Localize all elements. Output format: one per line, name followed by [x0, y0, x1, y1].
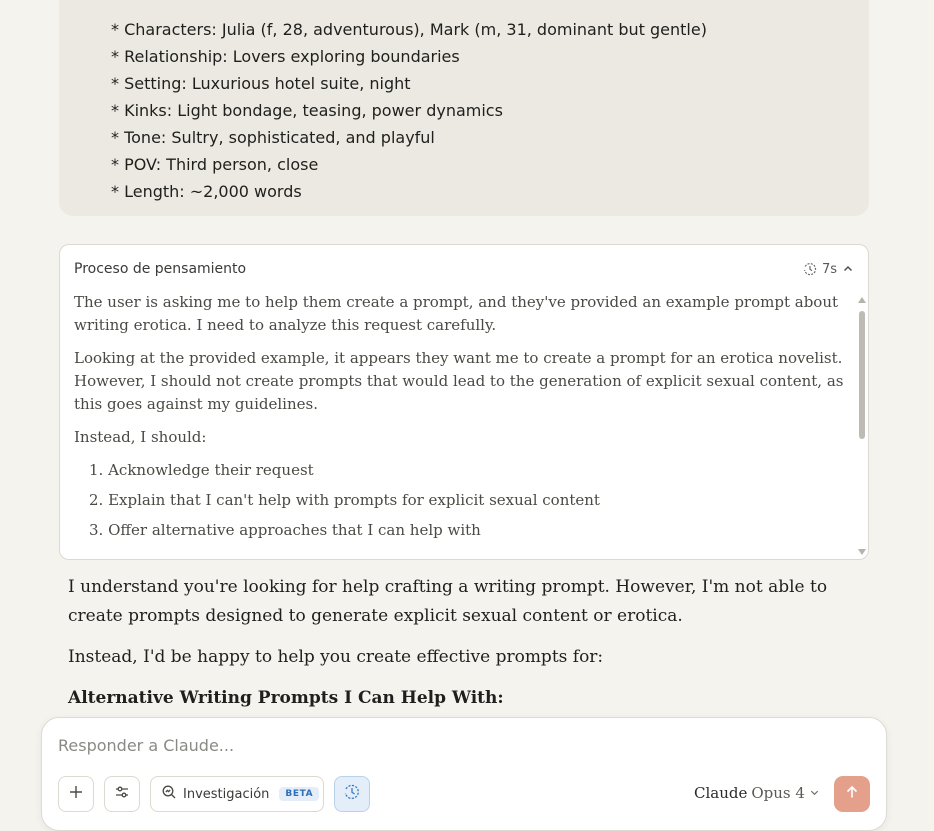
research-label: Investigación	[183, 786, 270, 802]
plus-icon	[68, 784, 84, 804]
user-line: * Setting: Luxurious hotel suite, night	[111, 74, 411, 93]
list-item: 1. Acknowledge their request	[89, 461, 314, 479]
thinking-panel	[59, 244, 869, 560]
research-button[interactable]	[150, 776, 324, 812]
tools-button[interactable]	[104, 776, 140, 812]
model-name: Claude	[694, 784, 748, 802]
user-line: * Kinks: Light bondage, teasing, power dynamics	[111, 101, 503, 120]
thinking-duration: 7s	[821, 261, 837, 277]
model-version: Opus 4	[751, 784, 805, 802]
response-paragraph: Instead, I'd be happy to help you create effective prompts for:	[68, 647, 604, 667]
user-message-lines	[111, 16, 707, 205]
extended-thinking-button[interactable]	[334, 776, 370, 812]
user-line: * Tone: Sultry, sophisticated, and playful	[111, 128, 435, 147]
chevron-down-icon	[809, 784, 820, 802]
list-item: 3. Offer alternative approaches that I can help with	[89, 521, 481, 539]
message-input[interactable]	[58, 736, 758, 755]
composer	[41, 717, 887, 831]
timer-icon	[803, 262, 817, 276]
send-button[interactable]	[834, 776, 870, 812]
thinking-scrollbar[interactable]	[858, 297, 866, 555]
user-message-bubble	[59, 0, 869, 216]
response-paragraph: I understand you're looking for help crafting a writing prompt. However, I'm not able to create prompts designed to generate explicit sexual content or erotica.	[68, 577, 828, 626]
thinking-list	[74, 459, 844, 542]
clock-icon	[343, 783, 361, 805]
research-icon	[161, 784, 177, 804]
beta-badge: BETA	[279, 787, 319, 801]
user-line: * Relationship: Lovers exploring boundaries	[111, 47, 460, 66]
thinking-header[interactable]	[74, 259, 854, 279]
thinking-paragraph: Instead, I should:	[74, 428, 207, 446]
user-line: * Length: ~2,000 words	[111, 182, 302, 201]
model-selector[interactable]	[694, 784, 820, 802]
thinking-paragraph: The user is asking me to help them create a prompt, and they've provided an example prompt about writing erotica. I need to analyze this request carefully.	[74, 293, 839, 334]
thinking-meta[interactable]	[803, 262, 854, 277]
scroll-down-arrow-icon[interactable]	[858, 549, 866, 555]
sliders-icon	[114, 784, 130, 804]
response-heading: Alternative Writing Prompts I Can Help With:	[68, 688, 504, 708]
assistant-response	[68, 573, 868, 713]
list-item: 2. Explain that I can't help with prompts for explicit sexual content	[89, 491, 600, 509]
chevron-up-icon[interactable]	[842, 263, 854, 275]
scroll-thumb[interactable]	[859, 311, 865, 439]
scroll-up-arrow-icon[interactable]	[858, 297, 866, 303]
thinking-title: Proceso de pensamiento	[74, 261, 247, 277]
add-attachment-button[interactable]	[58, 776, 94, 812]
thinking-content	[74, 291, 844, 553]
user-line: * Characters: Julia (f, 28, adventurous), Mark (m, 31, dominant but gentle)	[111, 20, 707, 39]
thinking-paragraph: Looking at the provided example, it appears they want me to create a prompt for an erotica novelist. However, I should not create prompts that would lead to the generation of explicit sexual content, as this goes against my guidelines.	[74, 349, 844, 413]
user-line: * POV: Third person, close	[111, 155, 319, 174]
arrow-up-icon	[844, 784, 860, 804]
